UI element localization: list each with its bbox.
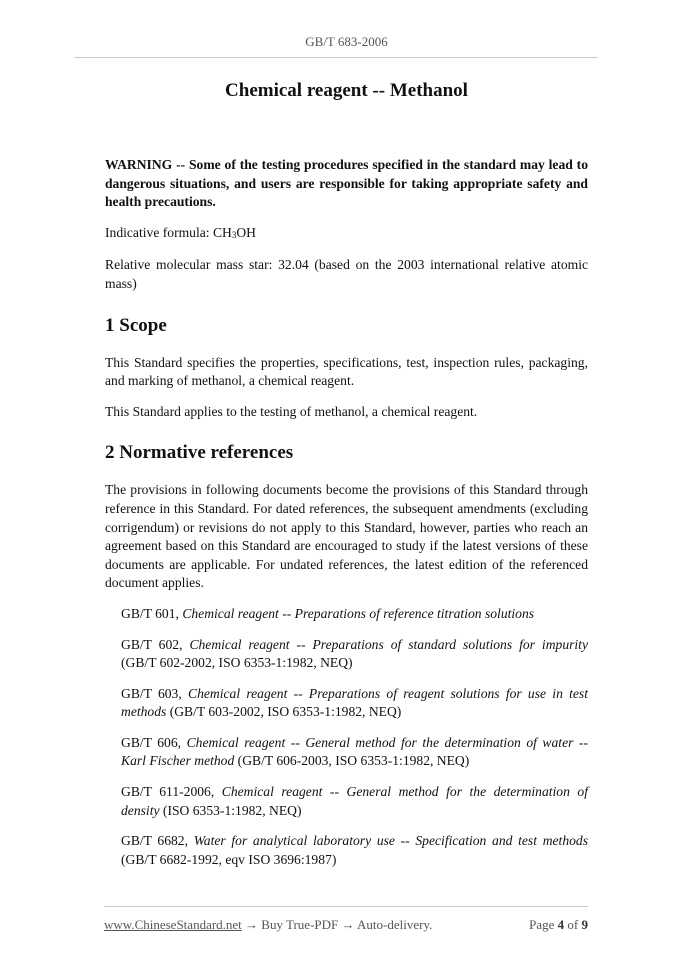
header-divider bbox=[74, 57, 598, 58]
reference-title: Water for analytical laboratory use -- Specification and test methods bbox=[193, 833, 589, 849]
reference-title: Chemical reagent -- Preparations of standard solutions for impurity bbox=[189, 636, 588, 652]
website-link[interactable]: www.ChineseStandard.net bbox=[104, 917, 242, 932]
indicative-formula bbox=[105, 224, 588, 245]
reference-item bbox=[105, 636, 588, 673]
reference-item bbox=[105, 783, 588, 820]
reference-note: (GB/T 602-2002, ISO 6353-1:1982, NEQ) bbox=[121, 655, 353, 671]
reference-code: GB/T 6682, bbox=[121, 833, 194, 849]
reference-item bbox=[105, 832, 588, 869]
scope-paragraph: This Standard applies to the testing of methanol, a chemical reagent. bbox=[105, 403, 478, 419]
formula-part: OH bbox=[236, 224, 256, 240]
reference-title: Chemical reagent -- Preparations of reagent solutions for use in test methods bbox=[121, 685, 588, 720]
current-page: 4 bbox=[557, 917, 565, 932]
formula-part: CH bbox=[212, 224, 232, 240]
molecular-mass: Relative molecular mass star: 32.04 (based on the 2003 international relative atomic mass) bbox=[105, 257, 588, 291]
footer-promo bbox=[104, 917, 432, 933]
reference-code: GB/T 602, bbox=[121, 636, 190, 652]
reference-title: Chemical reagent -- Preparations of reference titration solutions bbox=[182, 605, 535, 621]
formula-subscript: 3 bbox=[231, 229, 237, 240]
reference-code: GB/T 603, bbox=[121, 685, 188, 701]
reference-code: GB/T 606, bbox=[121, 734, 187, 750]
reference-code: GB/T 601, bbox=[121, 605, 183, 621]
reference-item bbox=[105, 605, 588, 624]
page-indicator bbox=[529, 917, 588, 933]
document-body bbox=[105, 156, 588, 869]
section-heading-scope: 1 Scope bbox=[105, 314, 167, 336]
reference-title: Chemical reagent -- General method for the determination of density bbox=[121, 784, 588, 818]
promo-text: → Buy True-PDF → Auto-delivery. bbox=[241, 917, 433, 932]
running-header: GB/T 683-2006 bbox=[305, 34, 388, 49]
reference-note: (GB/T 6682-1992, eqv ISO 3696:1987) bbox=[121, 851, 337, 867]
reference-note: (GB/T 603-2002, ISO 6353-1:1982, NEQ) bbox=[166, 704, 402, 720]
total-pages: 9 bbox=[581, 917, 588, 932]
document-title: Chemical reagent -- Methanol bbox=[225, 80, 468, 101]
reference-title: Chemical reagent -- General method for the determination of water -- Karl Fischer method bbox=[121, 734, 588, 769]
warning-paragraph: WARNING -- Some of the testing procedures specified in the standard may lead to dangerous situations, and users are responsible for taking appropriate safety and health precautions. bbox=[105, 157, 588, 210]
reference-item bbox=[105, 685, 588, 722]
reference-item bbox=[105, 734, 588, 771]
references-intro-paragraph: The provisions in following documents become the provisions of this Standard through reference in this Standard. For dated references, the subsequent amendments (excluding corrigendum) or revisions do not apply to this Standard, however, parties who reach an agreement based on this Standard are encouraged to study if the latest versions of these documents are applicable. For undated references, the latest edition of the referenced document applies. bbox=[105, 482, 588, 591]
footer-divider bbox=[104, 906, 588, 907]
formula-label: Indicative formula: bbox=[105, 224, 213, 240]
page-of-label: of bbox=[564, 917, 582, 932]
reference-code: GB/T 611-2006, bbox=[121, 784, 222, 800]
reference-note: (GB/T 606-2003, ISO 6353-1:1982, NEQ) bbox=[234, 753, 470, 769]
reference-note: (ISO 6353-1:1982, NEQ) bbox=[159, 802, 302, 818]
page-footer bbox=[104, 917, 588, 933]
page-label: Page bbox=[529, 917, 558, 932]
scope-paragraph: This Standard specifies the properties, specifications, test, inspection rules, packaging, and marking of methanol, a chemical reagent. bbox=[105, 354, 588, 389]
section-heading-normative-references: 2 Normative references bbox=[105, 442, 294, 464]
